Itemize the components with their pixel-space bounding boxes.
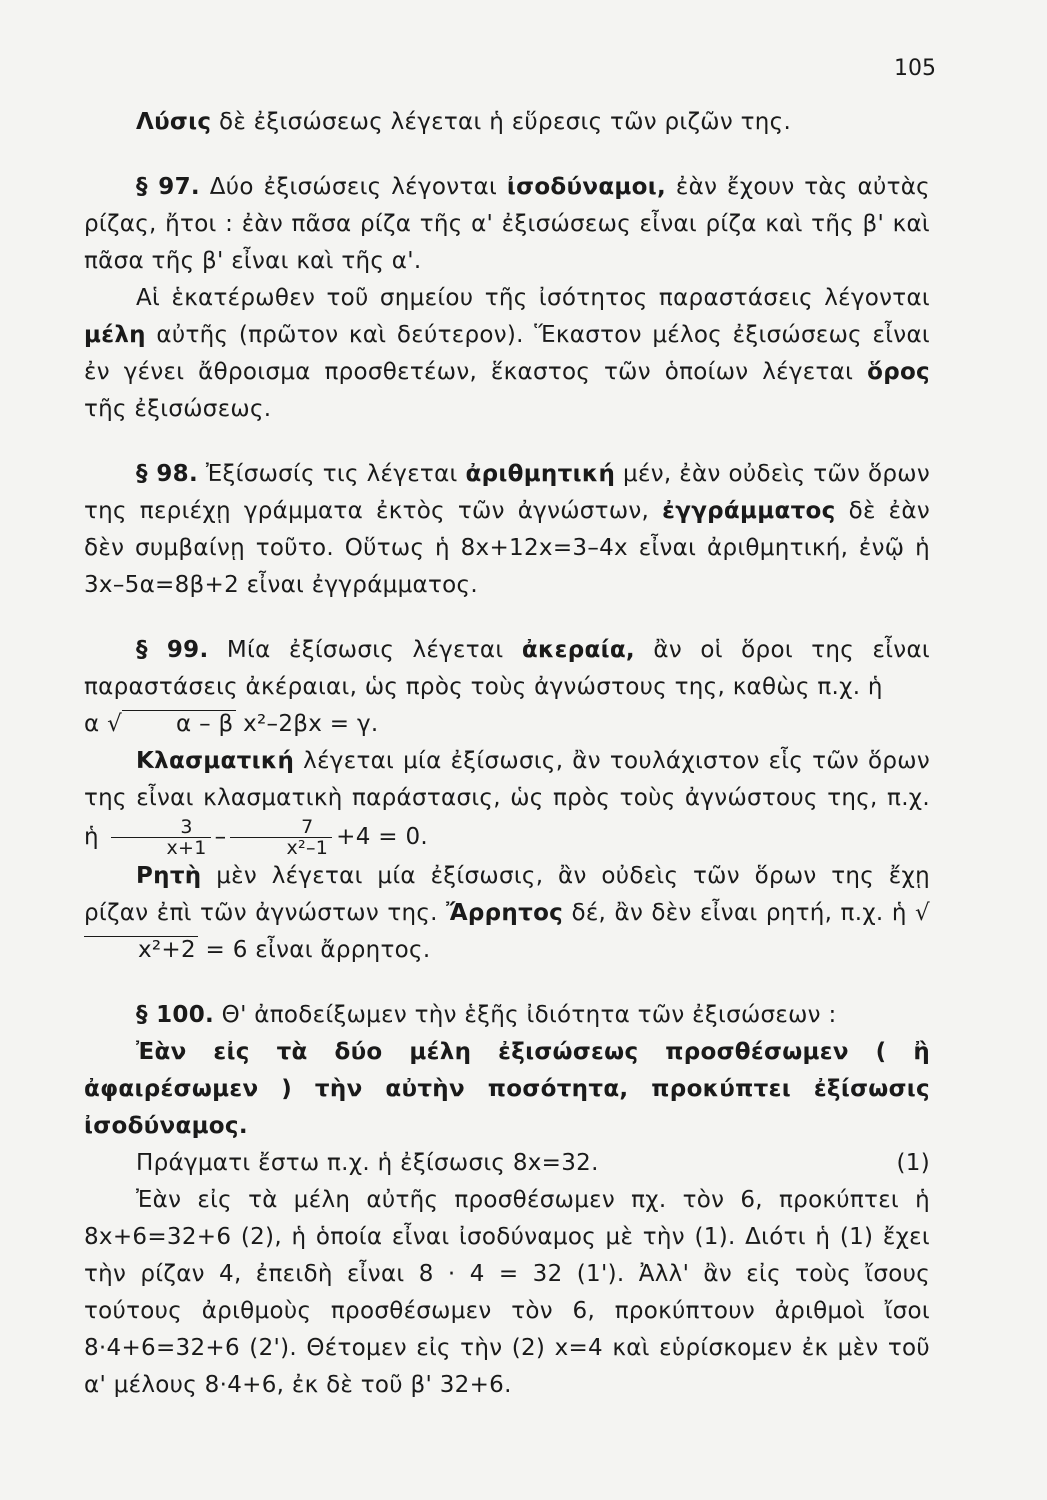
- section-97-members: Αἱ ἑκατέρωθεν τοῦ σημείου τῆς ἰσότητος παραστάσεις λέγονται μέλη αὐτῆς (πρῶτον καὶ δεύτερον). Ἕκαστον μέλος ἐξισώσεως εἶναι ἐν γένει ἄθροισμα προσθετέων, ἕκαστος τῶν ὁποίων λέγεται ὅρος τῆς ἐξισώσεως.: [84, 285, 930, 422]
- section-number: § 100.: [136, 1002, 215, 1028]
- proof-body: Ἐὰν εἰς τὰ μέλη αὐτῆς προσθέσωμεν πχ. τὸν 6, προκύπτει ἡ 8x+6=32+6 (2), ἡ ὁποία εἶναι ἰσοδύναμος μὲ τὴν (1). Διότι ἡ (1) ἔχει τὴν ρίζαν 4, ἐπειδὴ εἶναι 8 · 4 = 32 (1'). Ἀλλ' ἂν εἰς τοὺς ἴσους τούτους ἀριθμοὺς προσθέσωμεν τὸν 6, προκύπτουν ἀριθμοὶ ἴσοι 8·4+6=32+6 (2'). Θέτομεν εἰς τὴν (2) x=4 καὶ εὑρίσκομεν ἐκ μὲν τοῦ α' μέλους 8·4+6, ἐκ δὲ τοῦ β' 32+6.: [84, 1187, 930, 1398]
- term-akeraia: ἀκεραία,: [521, 637, 635, 663]
- section-98: § 98. Ἐξίσωσίς τις λέγεται ἀριθμητική μέν, ἐὰν οὐδεὶς τῶν ὅρων της περιέχῃ γράμματα ἐκτὸς τῶν ἀγνώστων, ἐγγράμματος δὲ ἐὰν δὲν συμβαίνῃ τοῦτο. Οὕτως ἡ 8x+12x=3–4x εἶναι ἀριθμητική, ἐνῷ ἡ 3x–5α=8β+2 εἶναι ἐγγράμματος.: [84, 461, 930, 598]
- equation-integer: α √ α – β x²–2βx = γ.: [84, 711, 379, 737]
- term-lysis: Λύσις: [136, 109, 212, 135]
- paragraph-definition-solution: Λύσις δὲ ἐξισώσεως λέγεται ἡ εὕρεσις τῶν ριζῶν της.: [136, 109, 792, 135]
- equation-tag: (1): [896, 1150, 930, 1176]
- section-99-rational: Ρητὴ μὲν λέγεται μία ἐξίσωσις, ἂν οὐδεὶς τῶν ὅρων της ἔχῃ ρίζαν ἐπὶ τῶν ἀγνώστων της. Ἄρρητος δέ, ἂν δὲν εἶναι ρητή, π.χ. ἡ √x²+2 = 6 εἶναι ἄρρητος.: [84, 863, 930, 963]
- term-isodynamoi: ἰσοδύναμοι,: [506, 174, 667, 200]
- term-oros: ὅρος: [867, 359, 930, 385]
- page-content: [84, 104, 930, 1404]
- section-number: § 97.: [136, 174, 200, 200]
- section-99-fractional: Κλασματική λέγεται μία ἐξίσωσις, ἂν τουλάχιστον εἷς τῶν ὅρων της εἶναι κλασματικὴ παράστασις, ὡς πρὸς τοὺς ἀγνώστους της, π.χ. ἡ $\frac{3}{x+1}$ – $\frac{7}{\text{x²–1}}$ +4 = 0.: [84, 748, 930, 859]
- section-number: § 98.: [136, 461, 198, 487]
- radicand: x²+2: [84, 936, 198, 963]
- section-number: § 99.: [136, 637, 209, 663]
- section-99: § 99. Μία ἐξίσωσις λέγεται ἀκεραία, ἂν οἱ ὅροι της εἶναι παραστάσεις ἀκέραιαι, ὡς πρὸς τοὺς ἀγνώστους της, καθὼς π.χ. ἡ α √ α – β x²–2βx = γ.: [84, 637, 930, 737]
- term-meli: μέλη: [84, 322, 146, 348]
- section-100: § 100. Θ' ἀποδείξωμεν τὴν ἑξῆς ἰδιότητα τῶν ἐξισώσεων :: [136, 1002, 837, 1028]
- theorem-statement: Ἐὰν εἰς τὰ δύο μέλη ἐξισώσεως προσθέσωμεν ( ἢ ἀφαιρέσωμεν ) τὴν αὐτὴν ποσότητα, προκύπτει ἐξίσωσις ἰσοδύναμος.: [84, 1039, 930, 1139]
- fraction-2: $\frac{7}{\text{x²–1}}$: [230, 817, 332, 858]
- proof-line-1: Πράγματι ἔστω π.χ. ἡ ἐξίσωσις 8x=32. (1): [84, 1145, 930, 1182]
- term-klasmatiki: Κλασματική: [136, 748, 295, 774]
- section-97: § 97. Δύο ἐξισώσεις λέγονται ἰσοδύναμοι, ἐὰν ἔχουν τὰς αὐτὰς ρίζας, ἤτοι : ἐὰν πᾶσα ρίζα τῆς α' ἐξισώσεως εἶναι ρίζα καὶ τῆς β' καὶ πᾶσα τῆς β' εἶναι καὶ τῆς α'.: [84, 174, 930, 274]
- term-riti: Ρητὴ: [136, 863, 202, 889]
- page-number: 105: [894, 56, 936, 81]
- fraction-1: $\frac{3}{x+1}$: [111, 817, 211, 858]
- term-eggrammatos: ἐγγράμματος: [662, 498, 836, 524]
- term-arithmitiki: ἀριθμητική: [465, 461, 616, 487]
- term-arritos: Ἄρρητος: [446, 900, 564, 926]
